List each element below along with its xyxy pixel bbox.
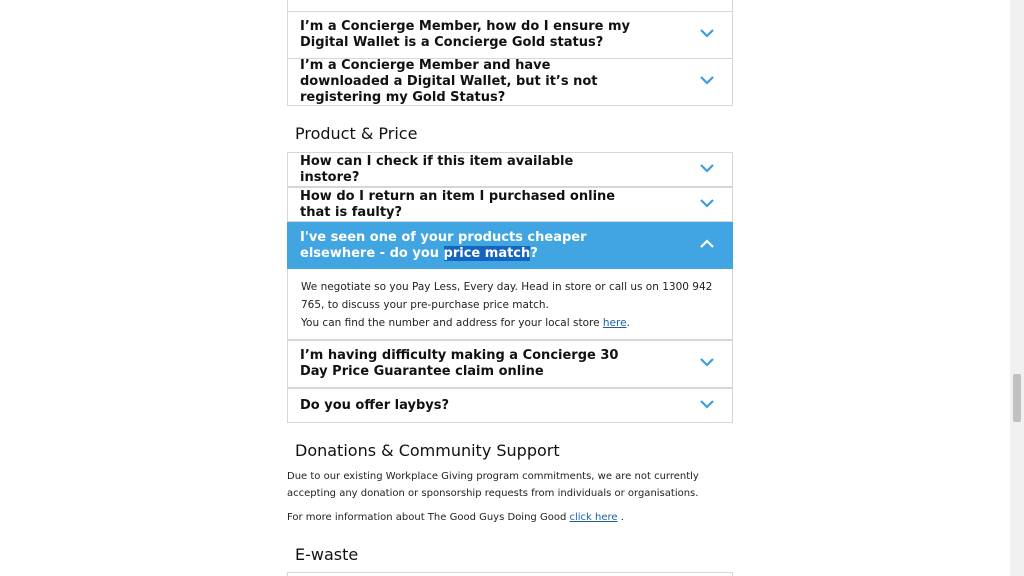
- question-text-end: ?: [530, 245, 538, 261]
- section-title-donations: Donations & Community Support: [295, 441, 560, 460]
- accordion-question: How can I check if this item available instore?: [300, 153, 574, 185]
- accordion-header[interactable]: [288, 59, 732, 105]
- accordion-item-return-faulty[interactable]: [287, 187, 733, 222]
- chevron-up-icon[interactable]: [700, 237, 714, 251]
- donations-more-info: [287, 510, 733, 527]
- accordion-question: I’m a Concierge Member and have downloaded a Digital Wallet, but it’s not registering my Gold Status?: [300, 58, 598, 105]
- accordion-header[interactable]: [288, 12, 732, 58]
- chevron-down-icon[interactable]: [700, 355, 714, 369]
- accordion-item-digital-wallet-gold[interactable]: [287, 11, 733, 59]
- more-info-end: .: [617, 512, 624, 523]
- accordion-question: How do I return an item I purchased online that is faulty?: [300, 188, 616, 220]
- donations-paragraph: Due to our existing Workplace Giving program commitments, we are not currently accepting any donation or sponsorship requests from individuals or organisations.: [287, 471, 699, 499]
- accordion-question: I’m having difficulty making a Concierge 30 Day Price Guarantee claim online: [300, 348, 619, 379]
- chevron-down-icon[interactable]: [700, 161, 714, 175]
- chevron-down-icon[interactable]: [700, 73, 714, 87]
- chevron-down-icon[interactable]: [700, 397, 714, 411]
- accordion-question: I’m a Concierge Member, how do I ensure my Digital Wallet is a Concierge Gold status?: [300, 19, 630, 50]
- chevron-down-icon[interactable]: [700, 26, 714, 40]
- answer-store-line: [301, 314, 720, 332]
- local-store-link[interactable]: here: [602, 317, 627, 329]
- good-guys-doing-good-link[interactable]: click here: [569, 512, 618, 523]
- accordion-header[interactable]: [288, 389, 732, 422]
- chevron-down-icon[interactable]: [700, 196, 714, 210]
- accordion-question: Do you offer laybys?: [300, 397, 450, 413]
- section-title-product-price: Product & Price: [295, 124, 418, 143]
- answer-store-text: You can find the number and address for your local store: [301, 317, 603, 329]
- accordion-question: [300, 230, 632, 262]
- accordion-header[interactable]: [288, 223, 732, 268]
- accordion-item-price-match[interactable]: [287, 222, 733, 269]
- selected-text-highlight: price match: [443, 245, 531, 261]
- accordion-item-laybys[interactable]: [287, 388, 733, 423]
- accordion-header[interactable]: [288, 341, 732, 387]
- accordion-item-wallet-not-registering[interactable]: [287, 58, 733, 106]
- accordion-answer-price-match: [287, 269, 733, 340]
- accordion-header[interactable]: [288, 153, 732, 186]
- accordion-header[interactable]: [288, 188, 732, 221]
- accordion-item-ewaste-partial[interactable]: [287, 572, 733, 576]
- accordion-item-30-day-guarantee[interactable]: [287, 340, 733, 388]
- question-text-start: I've seen one of your products cheaper elsewhere - do you: [300, 229, 587, 261]
- answer-text: We negotiate so you Pay Less, Every day. Head in store or call us on 1300 942 765, to discuss your pre-purchase price match.: [301, 281, 713, 311]
- section-title-ewaste: E-waste: [295, 545, 359, 564]
- accordion-item-check-instore[interactable]: [287, 152, 733, 187]
- answer-store-end: .: [626, 317, 630, 329]
- page-scrollbar[interactable]: [1010, 0, 1024, 576]
- scrollbar-thumb[interactable]: [1013, 374, 1021, 422]
- more-info-text: For more information about The Good Guys Doing Good: [287, 512, 570, 523]
